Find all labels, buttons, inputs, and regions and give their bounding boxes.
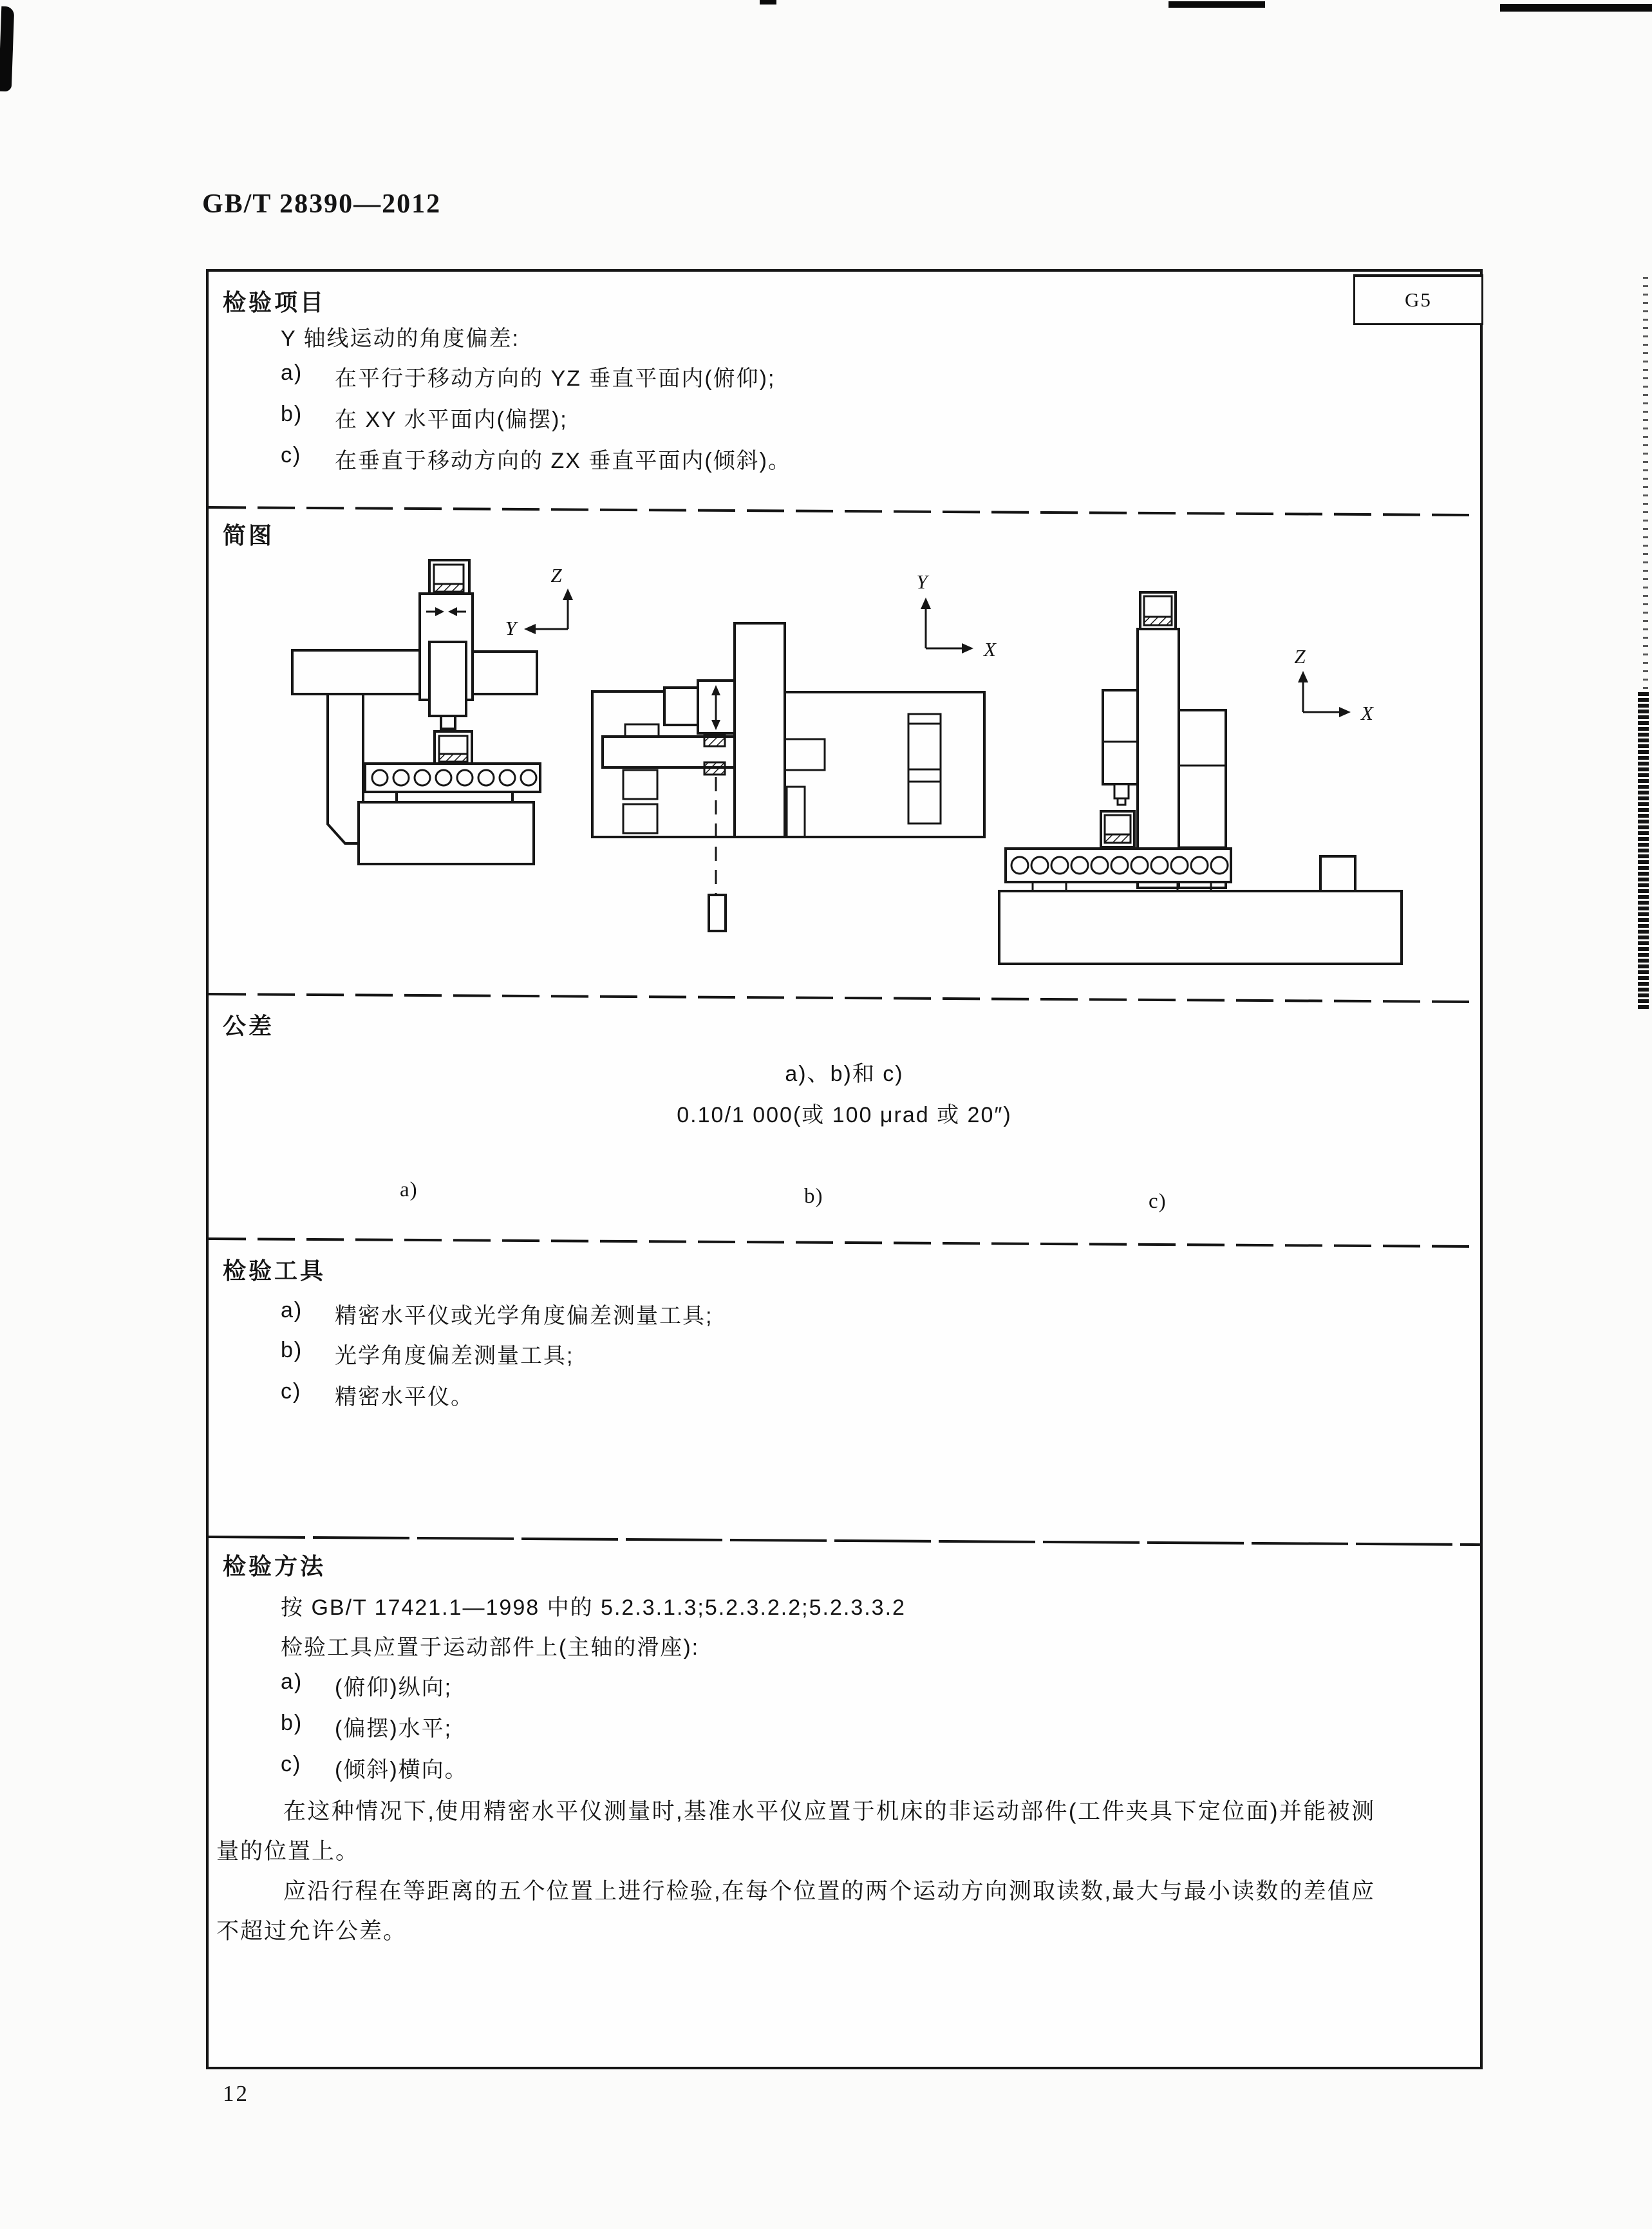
page-number: 12 bbox=[223, 2081, 249, 2106]
column-top-view bbox=[735, 623, 785, 837]
section-inspection-tools bbox=[209, 1239, 1480, 1537]
item-marker: b) bbox=[281, 1338, 303, 1362]
inspection-item-c bbox=[281, 443, 791, 475]
item-text: 在平行于移动方向的 YZ 垂直平面内(俯仰); bbox=[335, 366, 776, 391]
inspection-item-label: 检验项目 bbox=[223, 289, 326, 315]
method-item-b bbox=[281, 1711, 452, 1742]
tolerance-value: 0.10/1 000(或 100 μrad 或 20″) bbox=[677, 1103, 1012, 1127]
scan-dash-2 bbox=[1169, 1, 1265, 8]
quill bbox=[441, 716, 455, 729]
method-reference: 按 GB/T 17421.1—1998 中的 5.2.3.1.3;5.2.3.2.2;5.2.3.3.2 bbox=[281, 1595, 906, 1620]
item-text: (倾斜)横向。 bbox=[335, 1758, 468, 1782]
section-divider bbox=[209, 1237, 1480, 1248]
item-marker: a) bbox=[281, 361, 303, 385]
axis-label-z: Z bbox=[550, 564, 562, 587]
item-marker: c) bbox=[281, 1752, 302, 1776]
item-marker: a) bbox=[281, 1669, 303, 1694]
diagram-c-side-view bbox=[955, 549, 1438, 967]
work-table bbox=[365, 764, 540, 792]
item-marker: a) bbox=[281, 1298, 303, 1322]
diagram-label: 简图 bbox=[223, 522, 275, 549]
inspection-item-intro: Y 轴线运动的角度偏差: bbox=[281, 326, 520, 351]
tolerance-label: 公差 bbox=[223, 1013, 275, 1039]
level-instrument-on-table bbox=[435, 731, 472, 764]
table-support bbox=[397, 792, 512, 802]
axis-label-x: X bbox=[984, 638, 996, 661]
axis-label-y: Y bbox=[916, 570, 928, 593]
diagram-b-top-view bbox=[569, 549, 1020, 967]
item-marker: c) bbox=[281, 1379, 302, 1404]
level-instrument-on-spindle bbox=[429, 560, 469, 594]
tool-item-a bbox=[281, 1298, 713, 1330]
section-inspection-method bbox=[209, 1537, 1480, 2067]
scan-dash-3 bbox=[1500, 4, 1652, 12]
work-table bbox=[1006, 849, 1231, 882]
machine-base bbox=[359, 802, 534, 864]
item-text: 光学角度偏差测量工具; bbox=[335, 1344, 574, 1368]
table-foot bbox=[1033, 882, 1066, 891]
level-instrument-on-column bbox=[1140, 592, 1176, 629]
tool-item-b bbox=[281, 1338, 574, 1369]
crossbeam-left bbox=[292, 650, 420, 694]
item-marker: c) bbox=[281, 443, 302, 467]
section-tolerance bbox=[209, 994, 1480, 1239]
slide-block bbox=[664, 688, 698, 725]
scan-streak-right-lower bbox=[1638, 692, 1649, 1011]
axis-label-y: Y bbox=[505, 617, 516, 639]
scan-streak-right-upper bbox=[1643, 277, 1648, 692]
method-item-a bbox=[281, 1669, 452, 1701]
standard-code: GB/T 28390—2012 bbox=[202, 189, 442, 219]
method-item-c bbox=[281, 1752, 468, 1783]
method-paragraph-2: 应沿行程在等距离的五个位置上进行检验,在每个位置的两个运动方向测取读数,最大与最小读数的差值应不超过允许公差。 bbox=[216, 1879, 1375, 1944]
axis-indicator-zx bbox=[1298, 671, 1351, 717]
section-inspection-item bbox=[209, 272, 1480, 507]
axis-label-z: Z bbox=[1294, 645, 1306, 668]
spindle-slide bbox=[1103, 690, 1138, 784]
method-paragraph-1: 在这种情况下,使用精密水平仪测量时,基准水平仪应置于机床的非运动部件(工件夹具下定位面)并能被测量的位置上。 bbox=[216, 1799, 1375, 1864]
level-instrument-on-table bbox=[1101, 811, 1134, 847]
section-divider bbox=[209, 506, 1480, 516]
tool-item-c bbox=[281, 1379, 474, 1411]
inspection-item-b bbox=[281, 402, 568, 433]
item-text: 在 XY 水平面内(偏摆); bbox=[335, 408, 568, 432]
section-divider bbox=[209, 1536, 1480, 1546]
inspection-item-a bbox=[281, 361, 775, 392]
quill bbox=[1114, 784, 1129, 798]
inspection-tools-label: 检验工具 bbox=[223, 1257, 326, 1284]
scan-dash-1 bbox=[760, 0, 776, 5]
spindle-tool bbox=[709, 895, 726, 931]
item-text: (偏摆)水平; bbox=[335, 1716, 453, 1741]
section-divider bbox=[209, 993, 1480, 1003]
test-item-badge: G5 bbox=[1353, 274, 1483, 325]
method-placement: 检验工具应置于运动部件上(主轴的滑座): bbox=[281, 1635, 700, 1660]
inspection-method-label: 检验方法 bbox=[223, 1553, 326, 1579]
bed-block bbox=[1320, 856, 1355, 891]
item-text: 精密水平仪或光学角度偏差测量工具; bbox=[335, 1304, 713, 1328]
item-text: 精密水平仪。 bbox=[335, 1385, 474, 1409]
test-item-table bbox=[206, 269, 1483, 2069]
scan-mark-top-left bbox=[0, 6, 14, 92]
item-marker: b) bbox=[281, 1711, 303, 1735]
tool-tip bbox=[1118, 798, 1125, 805]
item-text: (俯仰)纵向; bbox=[335, 1675, 453, 1700]
machine-bed bbox=[999, 891, 1402, 964]
diagram-caption-c: c) bbox=[1149, 1190, 1167, 1213]
item-text: 在垂直于移动方向的 ZX 垂直平面内(倾斜)。 bbox=[335, 449, 791, 473]
crossbeam-right bbox=[473, 652, 537, 694]
diagram-caption-b: b) bbox=[804, 1185, 823, 1208]
spindle-slide bbox=[429, 642, 466, 716]
diagram-caption-a: a) bbox=[400, 1178, 418, 1201]
axis-indicator-zy bbox=[524, 588, 573, 634]
bed-top-view bbox=[785, 692, 984, 837]
item-marker: b) bbox=[281, 402, 303, 426]
axis-label-x: X bbox=[1361, 702, 1373, 724]
tolerance-scope: a)、b)和 c) bbox=[785, 1062, 904, 1086]
